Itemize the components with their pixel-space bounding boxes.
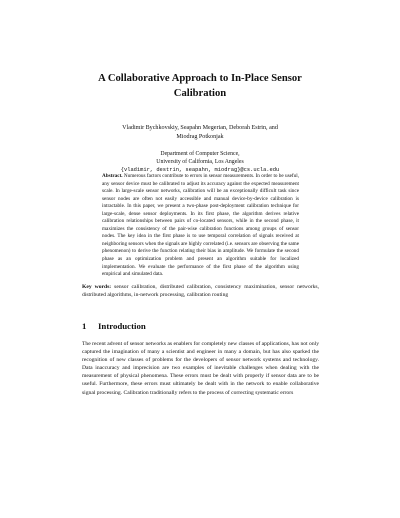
author-emails: {vladimir, destrin, seapahn, miodrag}@cs.ucla.edu bbox=[120, 167, 280, 174]
title-line-2: Calibration bbox=[173, 88, 227, 99]
section-title: Introduction bbox=[98, 321, 146, 331]
abstract-label: Abstract. bbox=[102, 173, 123, 179]
introduction-paragraph: The recent advent of sensor networks as enablers for completely new classes of applications, has not only captured the imagination of many a scientist and engineer in many a domain, but has also sparked the recognition of new classes of problems for the developers of sensor network systems and technology. Data inaccuracy and imprecision are two examples of inevitable challenges when dealing with the measurement of physical phenomena. These errors must be dealt with properly if sensor data are to be useful. Furthermore, these errors must ultimately be dealt with in the network to enable collaborative signal processing. Calibration traditionally refers to the process of correcting systematic errors bbox=[82, 341, 319, 396]
section-heading bbox=[82, 321, 146, 332]
authors-line-1: Vladimir Bychkovskiy, Seapahn Megerian, Deborah Estrin, and bbox=[122, 125, 278, 131]
affiliation-university: University of California, Los Angeles bbox=[156, 159, 244, 166]
author-list bbox=[90, 124, 310, 142]
section-number: 1 bbox=[82, 321, 87, 331]
keywords-label: Key words: bbox=[82, 284, 112, 290]
keywords bbox=[82, 283, 319, 299]
title-line-1: A Collaborative Approach to In-Place Sensor bbox=[98, 73, 302, 84]
affiliation bbox=[110, 150, 290, 175]
affiliation-department: Department of Computer Science, bbox=[160, 151, 240, 157]
paper-title bbox=[70, 71, 330, 101]
keywords-text: sensor calibration, distributed calibration, consistency maximination, sensor networks, distributed algorithms, in-network processing, calibration routing bbox=[82, 284, 319, 299]
authors-line-2: Miodrag Potkonjak bbox=[176, 133, 224, 140]
abstract bbox=[102, 173, 299, 279]
abstract-text: Numerous factors contribute to errors in sensor measurements. In order to be useful, any sensor device must be calibrated to adjust its accuracy against the expected measurement scale. In large-scale sensor networks, calibration will be an exceptionally difficult task since sensor nodes are often not easily accessible and manual device-by-device calibration is intractable. In this paper, we present a two-phase post-deployment calibration technique for large-scale, dense sensor deployments. In its first phase, the algorithm derives relative calibration relationships between pairs of co-located sensors, while in the second phase, it maximizes the consistency of the pair-wise calibration functions among groups of sensor nodes. The key idea in the first phase is to use temporal correlation of signals received at neighboring sensors when the signals are highly correlated (i.e. sensors are observing the same phenomenon) to derive the function relating their bias in amplitude. We formulate the second phase as an optimization problem and present an algorithm suitable for localized implementation. We evaluate the performance of the first phase of the algorithm using empirical and simulated data. bbox=[102, 173, 299, 278]
